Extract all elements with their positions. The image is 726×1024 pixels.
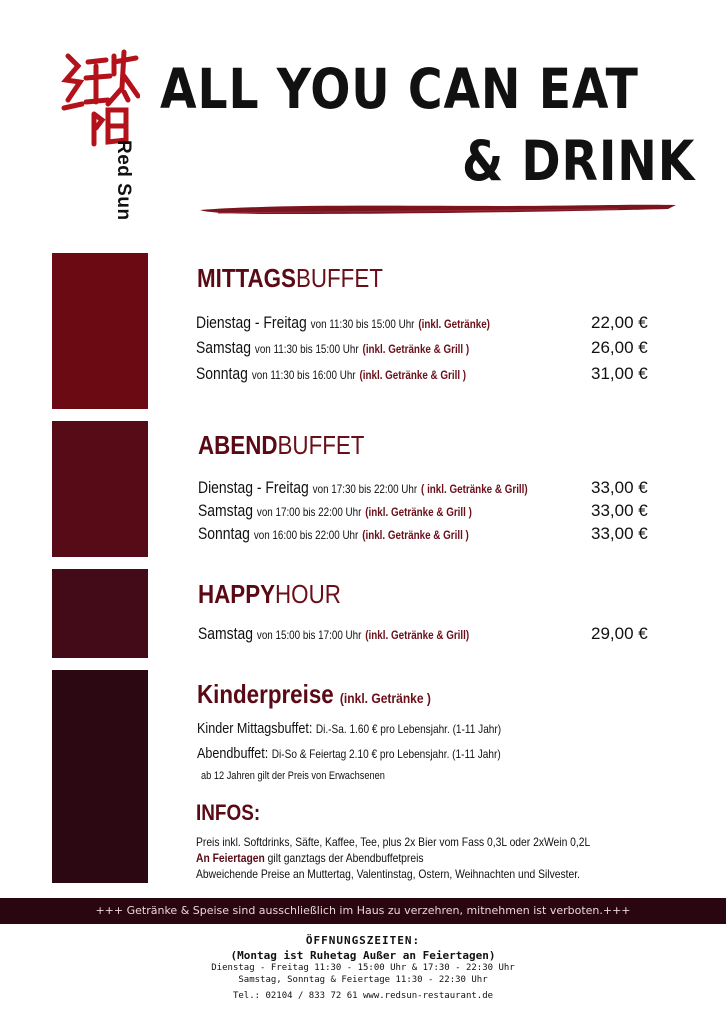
- opening-hours-title: ÖFFNUNGSZEITEN:: [305, 934, 421, 947]
- headline-line1: ALL YOU CAN EAT: [160, 57, 639, 121]
- price-value: 33,00 €: [591, 524, 648, 543]
- price-value: 31,00 €: [591, 364, 648, 383]
- side-block-mittags: [52, 253, 148, 409]
- price-value: 22,00 €: [591, 313, 648, 332]
- opening-hours-line: Dienstag - Freitag 11:30 - 15:00 Uhr & 17:30 - 22:30 Uhr: [211, 963, 515, 973]
- red-sun-english-logo: Red Sun: [113, 140, 134, 221]
- side-block-happyhour: [52, 569, 148, 658]
- price-row: Samstag von 15:00 bis 17:00 Uhr (inkl. Getränke & Grill): [198, 624, 470, 643]
- brush-stroke-divider: [198, 200, 678, 218]
- section-title-happyhour: HAPPYHOUR: [198, 579, 341, 609]
- price-row: Sonntag von 16:00 bis 22:00 Uhr (inkl. Getränke & Grill ): [198, 524, 469, 543]
- section-title-abendbuffet: ABENDBUFFET: [198, 430, 365, 460]
- price-value: 26,00 €: [591, 338, 648, 357]
- price-row: Samstag von 11:30 bis 15:00 Uhr (inkl. Getränke & Grill ): [196, 338, 470, 357]
- logo: [60, 48, 140, 221]
- kinder-row: Kinder Mittagsbuffet: Di.-Sa. 1.60 € pro Lebensjahr. (1-11 Jahr): [197, 720, 502, 737]
- kinder-row: Abendbuffet: Di-So & Feiertag 2.10 € pro Lebensjahr. (1-11 Jahr): [197, 745, 501, 762]
- headline-line2: & DRINK: [462, 129, 696, 193]
- contact-line: Tel.: 02104 / 833 72 61 www.redsun-restaurant.de: [232, 991, 494, 1001]
- opening-hours-line: Samstag, Sonntag & Feiertage 11:30 - 22:30 Uhr: [238, 975, 488, 985]
- price-value: 33,00 €: [591, 501, 648, 520]
- red-sun-chinese-logo: [60, 48, 140, 148]
- side-block-kinder: [52, 670, 148, 883]
- infos-text: Preis inkl. Softdrinks, Säfte, Kaffee, Tee, plus 2x Bier vom Fass 0,3L oder 2xWein 0,2L An Feiertagen gilt ganztags der Abendbuffetpreis Abweichende Preise an Muttertag, Valentinstag, Ostern, Weihnachten und Silvester.: [196, 835, 591, 881]
- section-title-infos: INFOS:: [196, 800, 261, 825]
- price-row: Dienstag - Freitag von 17:30 bis 22:00 Uhr ( inkl. Getränke & Grill): [198, 478, 528, 497]
- opening-hours-subtitle: (Montag ist Ruhetag Außer an Feiertagen): [230, 949, 496, 962]
- price-row: Samstag von 17:00 bis 22:00 Uhr (inkl. Getränke & Grill ): [198, 501, 472, 520]
- price-value: 29,00 €: [591, 624, 648, 643]
- price-row: Dienstag - Freitag von 11:30 bis 15:00 Uhr (inkl. Getränke): [196, 313, 490, 332]
- price-row: Sonntag von 11:30 bis 16:00 Uhr (inkl. Getränke & Grill ): [196, 364, 467, 383]
- price-value: 33,00 €: [591, 478, 648, 497]
- section-title-kinderpreise: Kinderpreise (inkl. Getränke ): [197, 679, 431, 709]
- side-block-abend: [52, 421, 148, 557]
- takeaway-banner: +++ Getränke & Speise sind ausschließlich im Haus zu verzehren, mitnehmen ist verboten.+++: [0, 898, 726, 924]
- section-title-mittagsbuffet: MITTAGSBUFFET: [197, 263, 383, 293]
- kinder-adult-note: ab 12 Jahren gilt der Preis von Erwachsenen: [201, 770, 385, 782]
